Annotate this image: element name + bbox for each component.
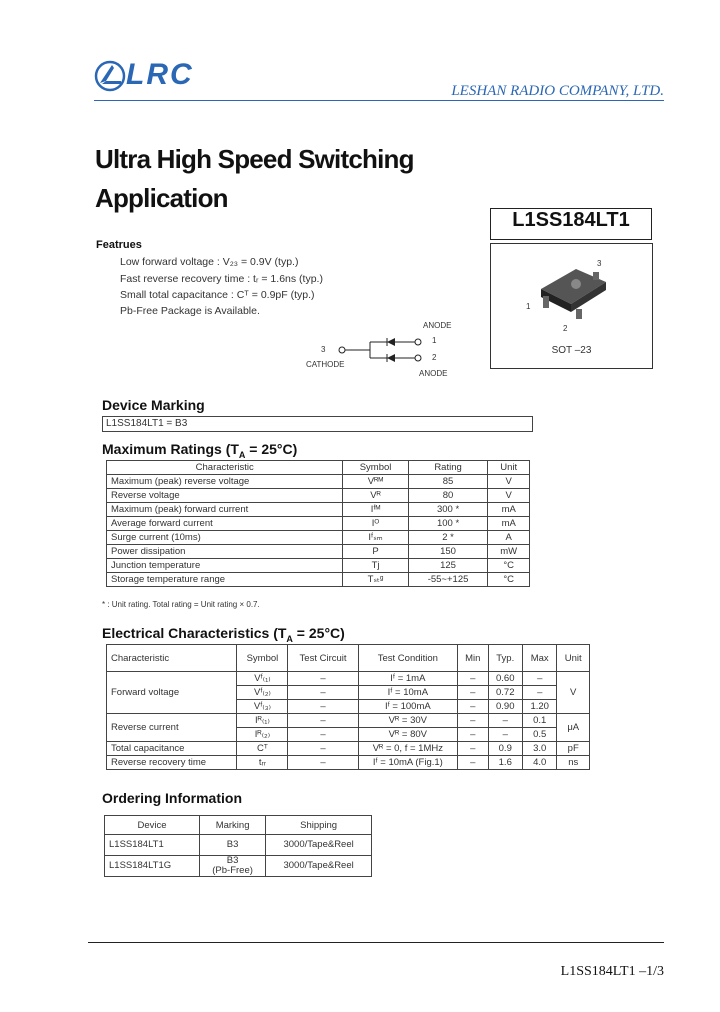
table-cell: mA <box>488 503 530 517</box>
table-cell: L1SS184LT1G <box>105 856 200 877</box>
table-cell: Iᶠ = 1mA <box>358 672 457 686</box>
table-cell: – <box>458 728 488 742</box>
table-cell: Test Circuit <box>288 645 358 672</box>
table-cell: Iᴼ <box>343 517 408 531</box>
table-row <box>107 645 590 672</box>
anode-top-label: ANODE <box>423 321 452 330</box>
table-cell: Iᴿ₍₁₎ <box>237 714 288 728</box>
part-number-box: L1SS184LT1 <box>490 208 652 240</box>
table-cell: Iᶠ = 10mA <box>358 686 457 700</box>
table-cell: 1.20 <box>522 700 556 714</box>
table-cell: Device <box>105 816 200 835</box>
feature-item: Low forward voltage : V₂₃ = 0.9V (typ.) <box>120 256 299 268</box>
ordering-heading: Ordering Information <box>102 790 242 806</box>
pkg-pin-1: 1 <box>526 302 531 311</box>
electrical-table <box>106 644 590 770</box>
table-cell: Vᴿ = 80V <box>358 728 457 742</box>
table-cell: – <box>458 714 488 728</box>
table-cell: Surge current (10ms) <box>107 531 343 545</box>
table-cell: Reverse voltage <box>107 489 343 503</box>
title-line-1: Ultra High Speed Switching <box>95 144 414 174</box>
table-cell: Shipping <box>266 816 372 835</box>
table-cell: mW <box>488 545 530 559</box>
table-cell: Max <box>522 645 556 672</box>
table-cell: μA <box>557 714 590 742</box>
max-ratings-footnote: * : Unit rating. Total rating = Unit rating × 0.7. <box>102 600 260 609</box>
table-cell: Typ. <box>488 645 522 672</box>
max-ratings-heading: Maximum Ratings $(T_A = 25^\circ C)$ <box>102 441 298 460</box>
table-cell: ns <box>557 756 590 770</box>
table-cell: Iᶠᴹ <box>343 503 408 517</box>
table-row <box>107 714 590 728</box>
table-row <box>107 545 530 559</box>
table-cell: – <box>288 728 358 742</box>
company-name: LESHAN RADIO COMPANY, LTD. <box>451 83 664 99</box>
package-name: SOT –23 <box>551 345 592 356</box>
table-row <box>107 517 530 531</box>
ordering-table <box>104 815 372 877</box>
table-cell: 3000/Tape&Reel <box>266 835 372 856</box>
pkg-pin-2: 2 <box>563 324 568 333</box>
table-cell: Tₛₜᵍ <box>343 573 408 587</box>
table-cell: L1SS184LT1 <box>105 835 200 856</box>
table-cell: – <box>488 728 522 742</box>
table-cell: Tj <box>343 559 408 573</box>
logo-text: LRC <box>126 58 194 91</box>
table-cell: 0.1 <box>522 714 556 728</box>
table-cell: tᵣᵣ <box>237 756 288 770</box>
max-ratings-table <box>106 460 530 587</box>
table-cell: Characteristic <box>107 645 237 672</box>
table-row <box>107 475 530 489</box>
table-cell: Vᶠ₍₃₎ <box>237 700 288 714</box>
table-cell: Symbol <box>237 645 288 672</box>
cathode-label: CATHODE <box>306 360 345 369</box>
table-cell: Symbol <box>343 461 408 475</box>
table-cell: – <box>522 672 556 686</box>
table-cell: Forward voltage <box>107 672 237 714</box>
table-cell: Rating <box>408 461 488 475</box>
feature-item: Pb-Free Package is Available. <box>120 305 260 317</box>
page-title <box>95 140 414 218</box>
circuit-pin-2: 2 <box>432 353 437 362</box>
table-cell: °C <box>488 573 530 587</box>
electrical-heading: Electrical Characteristics $(T_A = 25^\circ C)$ <box>102 625 345 644</box>
table-row <box>107 559 530 573</box>
table-cell: Total capacitance <box>107 742 237 756</box>
table-cell: Reverse recovery time <box>107 756 237 770</box>
sot23-package-icon <box>521 254 621 334</box>
table-cell: Vᴿ = 30V <box>358 714 457 728</box>
table-cell: 300 * <box>408 503 488 517</box>
table-cell: – <box>288 672 358 686</box>
table-cell: pF <box>557 742 590 756</box>
table-cell: Characteristic <box>107 461 343 475</box>
table-cell: -55~+125 <box>408 573 488 587</box>
device-marking-value: L1SS184LT1 = B3 <box>102 416 533 432</box>
table-cell: Iᶠ = 10mA (Fig.1) <box>358 756 457 770</box>
table-row <box>105 816 372 835</box>
table-cell: 150 <box>408 545 488 559</box>
table-cell: – <box>288 700 358 714</box>
table-cell: P <box>343 545 408 559</box>
table-row <box>105 856 372 877</box>
table-cell: B3 <box>199 835 265 856</box>
table-cell: V <box>488 489 530 503</box>
table-cell: Maximum (peak) forward current <box>107 503 343 517</box>
table-cell: Iᴿ₍₂₎ <box>237 728 288 742</box>
table-cell: Cᵀ <box>237 742 288 756</box>
circuit-pin-3: 3 <box>321 345 326 354</box>
header-divider <box>94 100 664 101</box>
table-cell: 85 <box>408 475 488 489</box>
table-cell: 0.90 <box>488 700 522 714</box>
table-cell: B3 (Pb-Free) <box>199 856 265 877</box>
table-cell: Reverse current <box>107 714 237 742</box>
table-cell: Unit <box>557 645 590 672</box>
table-cell: 3000/Tape&Reel <box>266 856 372 877</box>
table-cell: Vᴿ <box>343 489 408 503</box>
table-cell: 100 * <box>408 517 488 531</box>
table-cell: 2 * <box>408 531 488 545</box>
title-line-2: Application <box>95 183 228 213</box>
table-cell: – <box>458 700 488 714</box>
package-box <box>490 243 653 369</box>
table-cell: °C <box>488 559 530 573</box>
table-cell: – <box>288 742 358 756</box>
table-cell: A <box>488 531 530 545</box>
table-cell: Marking <box>199 816 265 835</box>
table-cell: Iᶠ = 100mA <box>358 700 457 714</box>
table-cell: Min <box>458 645 488 672</box>
table-cell: Vᶠ₍₂₎ <box>237 686 288 700</box>
table-row <box>107 531 530 545</box>
table-cell: – <box>458 756 488 770</box>
table-cell: 0.72 <box>488 686 522 700</box>
table-cell: – <box>288 686 358 700</box>
table-cell: Average forward current <box>107 517 343 531</box>
features-heading: Featrues <box>96 239 142 251</box>
table-cell: Storage temperature range <box>107 573 343 587</box>
table-cell: – <box>458 686 488 700</box>
table-cell: 4.0 <box>522 756 556 770</box>
table-cell: 0.60 <box>488 672 522 686</box>
table-row <box>107 742 590 756</box>
table-row <box>107 756 590 770</box>
footer-page-ref: L1SS184LT1 –1/3 <box>560 964 664 979</box>
table-cell: 1.6 <box>488 756 522 770</box>
table-cell: 3.0 <box>522 742 556 756</box>
table-row <box>107 573 530 587</box>
table-cell: – <box>288 756 358 770</box>
footer-divider <box>88 942 664 943</box>
table-row <box>107 489 530 503</box>
table-cell: 0.5 <box>522 728 556 742</box>
table-cell: 80 <box>408 489 488 503</box>
table-cell: V <box>488 475 530 489</box>
table-cell: 0.9 <box>488 742 522 756</box>
circuit-pin-1: 1 <box>432 336 437 345</box>
table-row <box>107 461 530 475</box>
feature-item: Fast reverse recovery time : tᵣ = 1.6ns (typ.) <box>120 273 323 285</box>
diode-circuit-diagram <box>330 330 440 370</box>
anode-bottom-label: ANODE <box>419 369 448 378</box>
table-cell: mA <box>488 517 530 531</box>
table-cell: Power dissipation <box>107 545 343 559</box>
table-cell: Vᴿᴹ <box>343 475 408 489</box>
table-cell: Iᶠₛₘ <box>343 531 408 545</box>
table-cell: – <box>488 714 522 728</box>
table-cell: – <box>458 742 488 756</box>
feature-item: Small total capacitance : Cᵀ = 0.9pF (typ.) <box>120 289 315 301</box>
table-cell: – <box>288 714 358 728</box>
table-cell: Test Condition <box>358 645 457 672</box>
table-cell: – <box>458 672 488 686</box>
table-cell: Maximum (peak) reverse voltage <box>107 475 343 489</box>
table-row <box>107 672 590 686</box>
table-cell: Vᶠ₍₁₎ <box>237 672 288 686</box>
table-cell: V <box>557 672 590 714</box>
table-row <box>105 835 372 856</box>
table-cell: – <box>522 686 556 700</box>
table-row <box>107 503 530 517</box>
device-marking-heading: Device Marking <box>102 397 205 413</box>
table-cell: Vᴿ = 0, f = 1MHz <box>358 742 457 756</box>
table-cell: Junction temperature <box>107 559 343 573</box>
table-cell: Unit <box>488 461 530 475</box>
pkg-pin-3: 3 <box>597 259 602 268</box>
table-cell: 125 <box>408 559 488 573</box>
